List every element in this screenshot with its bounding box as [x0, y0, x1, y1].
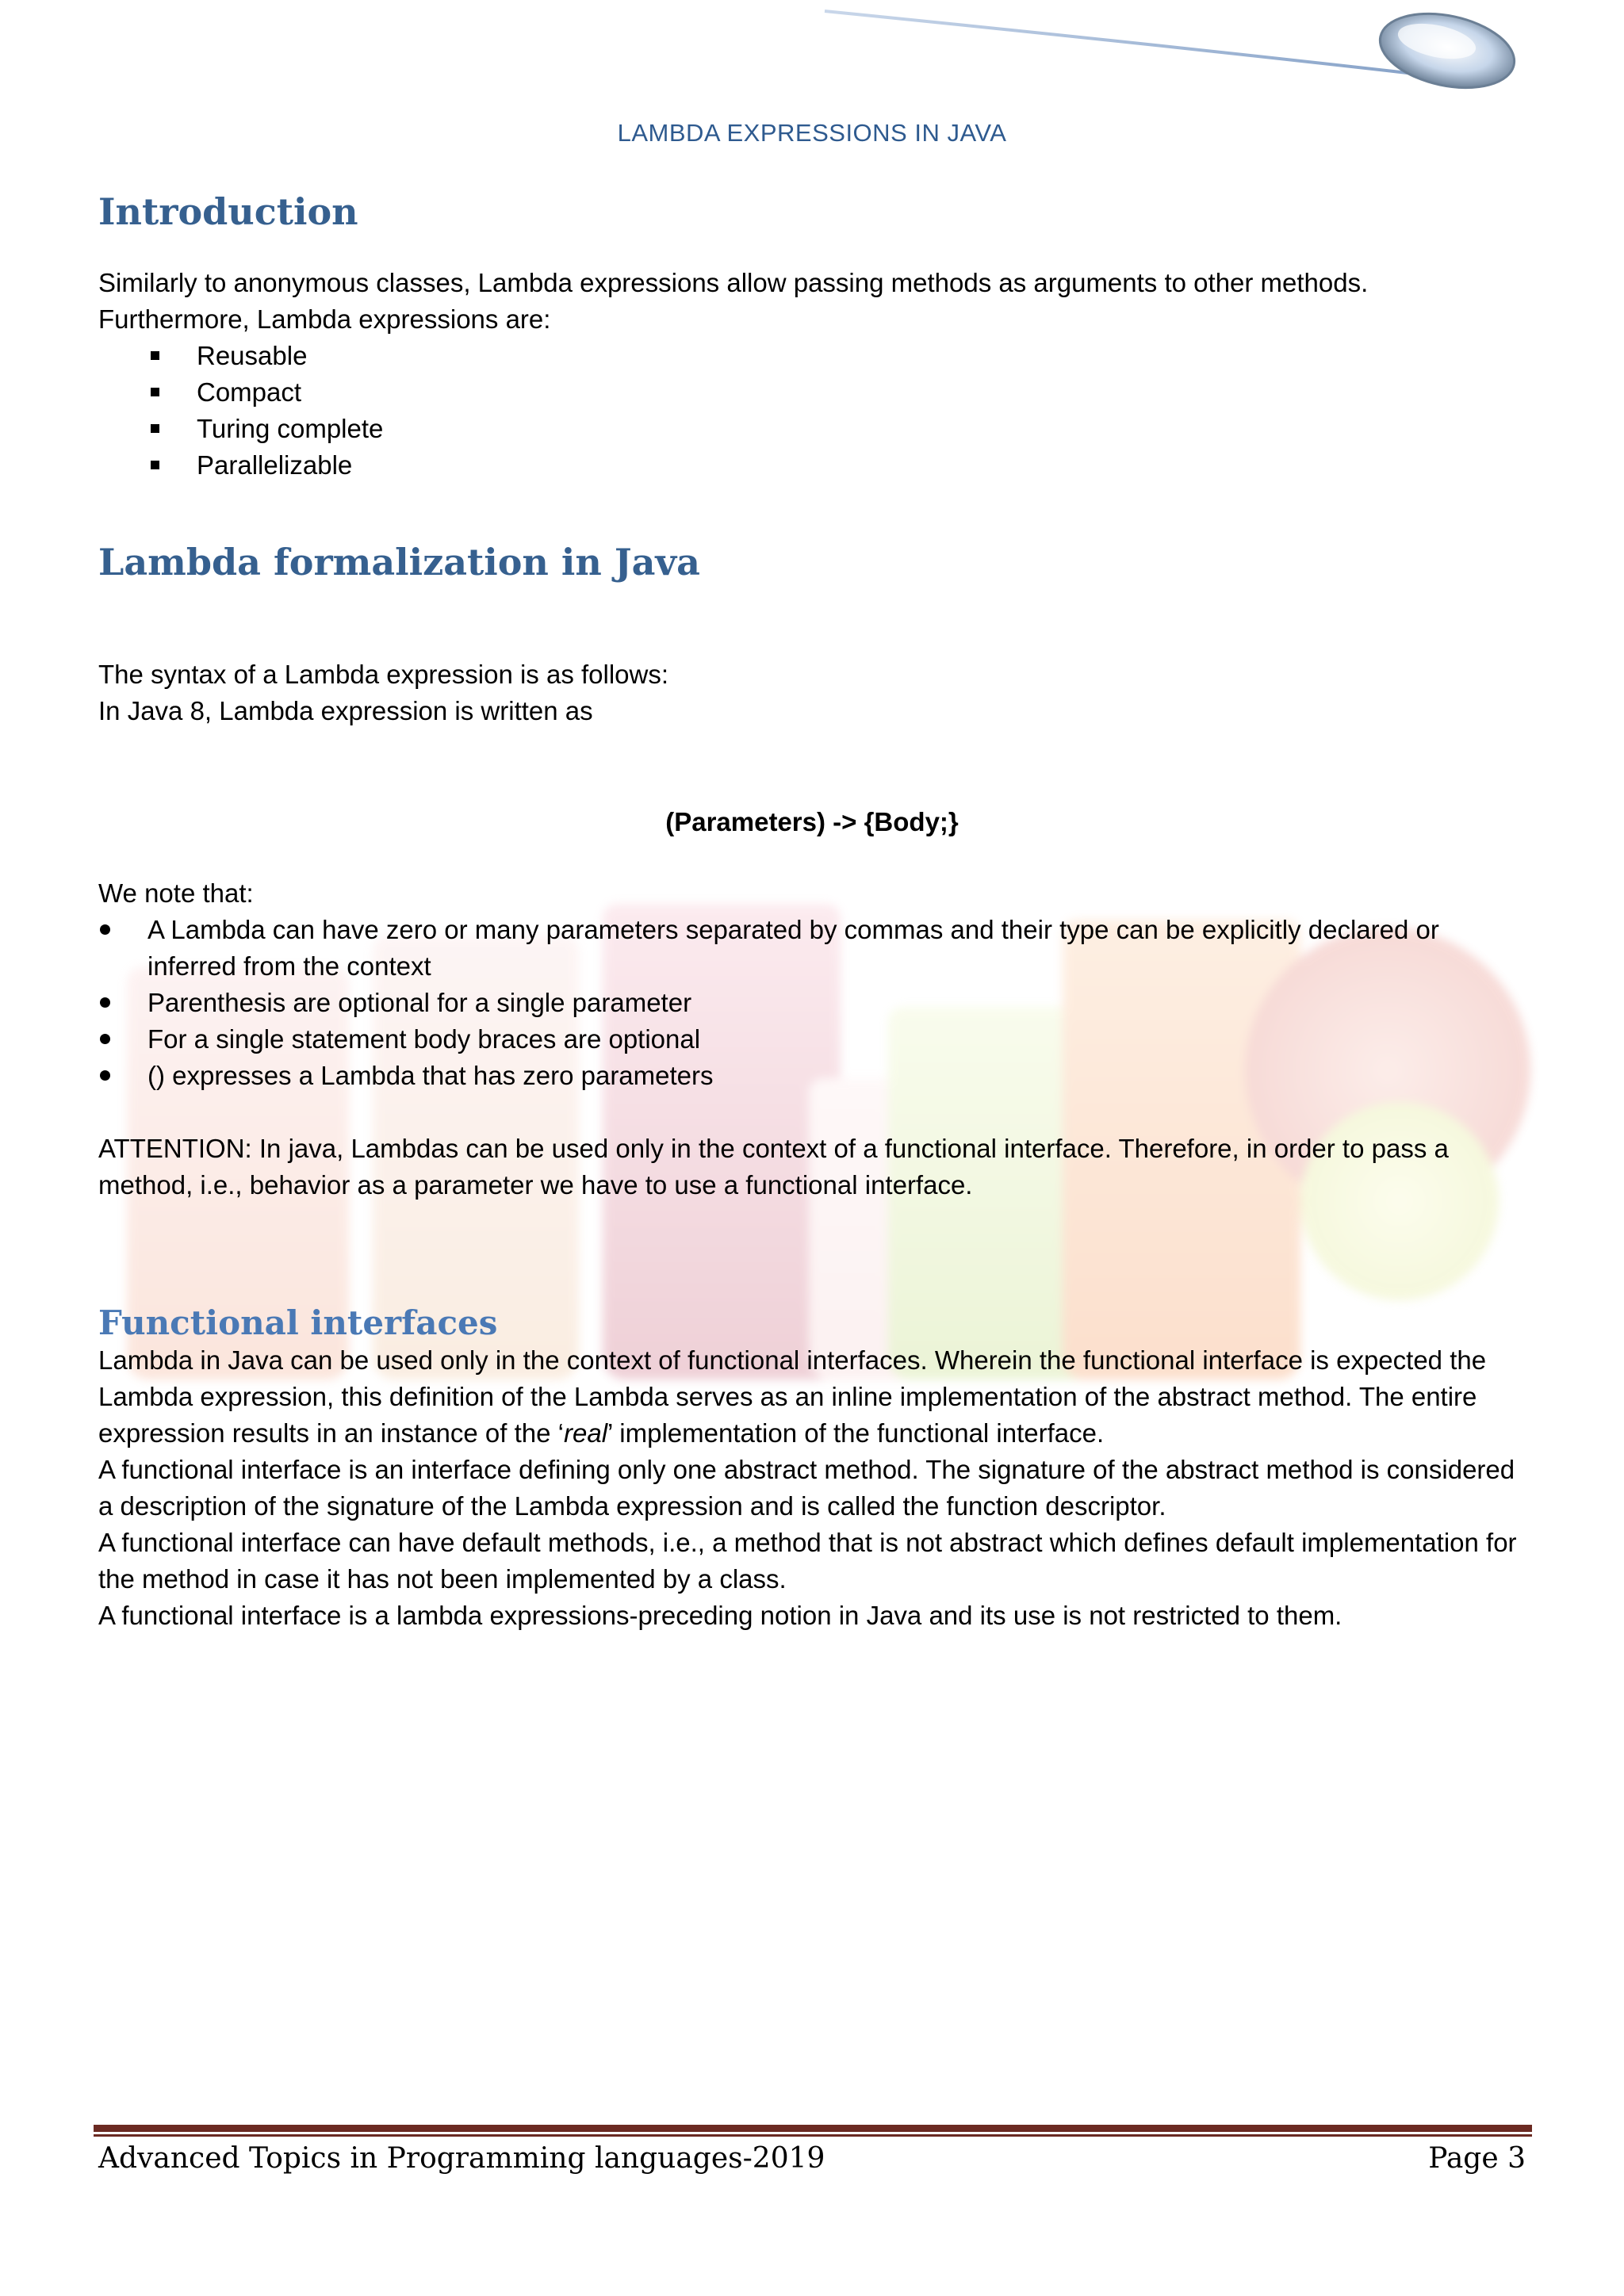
square-bullet-icon — [151, 388, 159, 396]
lambda-properties-list — [98, 338, 1526, 484]
section-heading-functional-interfaces: Functional interfaces — [98, 1303, 498, 1342]
attention-paragraph: ATTENTION: In java, Lambdas can be used only in the context of a functional interface. Therefore, in order to pass a method, i.e., behavior as a parameter we have to use a functional interface. — [98, 1134, 1449, 1200]
list-item: Compact — [98, 374, 1526, 411]
functional-interfaces-paragraph: Lambda in Java can be used only in the context of functional interfaces. Wherein the functional interface is expected the Lambda expression, this definition of the Lambda serves as an inline implementation of the abstract method. The entire expression results in an instance of the ‘real’ implementation of the functional interface. — [98, 1345, 1487, 1448]
header-swoosh-decoration — [0, 0, 1624, 103]
list-item: () expresses a Lambda that has zero parameters — [98, 1058, 1526, 1094]
square-bullet-icon — [151, 461, 159, 469]
intro-paragraph-2: Furthermore, Lambda expressions are: — [98, 304, 551, 334]
lambda-notes-list — [98, 912, 1526, 1094]
footer-rule-thick — [94, 2125, 1532, 2132]
round-bullet-icon — [100, 997, 110, 1008]
java8-line: In Java 8, Lambda expression is written as — [98, 696, 593, 725]
list-item: Reusable — [98, 338, 1526, 374]
running-header-title: LAMBDA EXPRESSIONS IN JAVA — [617, 119, 1007, 147]
section-heading-lambda-formalization: Lambda formalization in Java — [98, 541, 700, 584]
list-item: Parallelizable — [98, 447, 1526, 484]
section-heading-introduction: Introduction — [98, 190, 358, 233]
intro-paragraph: Similarly to anonymous classes, Lambda expressions allow passing methods as arguments to other methods. — [98, 268, 1369, 297]
note-intro: We note that: — [98, 878, 254, 908]
syntax-intro-line: The syntax of a Lambda expression is as follows: — [98, 660, 669, 689]
real-emphasis: real — [564, 1418, 608, 1448]
preceding-notion-paragraph: A functional interface is a lambda expressions-preceding notion in Java and its use is not restricted to them. — [98, 1601, 1342, 1630]
list-item: Parenthesis are optional for a single parameter — [98, 985, 1526, 1021]
footer-rule-thin — [94, 2134, 1532, 2137]
list-item: For a single statement body braces are optional — [98, 1021, 1526, 1058]
round-bullet-icon — [100, 924, 110, 935]
footer-page-number: Page 3 — [1428, 2142, 1526, 2175]
default-methods-paragraph: A functional interface can have default methods, i.e., a method that is not abstract which defines default implementation for the method in case it has not been implemented by a class. — [98, 1528, 1517, 1594]
page-content — [98, 184, 1526, 1634]
square-bullet-icon — [151, 351, 159, 360]
square-bullet-icon — [151, 424, 159, 433]
lambda-syntax: (Parameters) -> {Body;} — [665, 807, 959, 836]
round-bullet-icon — [100, 1070, 110, 1081]
footer-course-title: Advanced Topics in Programming languages-2019 — [98, 2142, 825, 2175]
functional-interface-definition: A functional interface is an interface defining only one abstract method. The signature of the abstract method is considered a description of the signature of the Lambda expression and is called the function descriptor. — [98, 1455, 1515, 1521]
list-item: Turing complete — [98, 411, 1526, 447]
list-item: A Lambda can have zero or many parameters separated by commas and their type can be explicitly declared or inferred from the context — [98, 912, 1526, 985]
round-bullet-icon — [100, 1034, 110, 1044]
